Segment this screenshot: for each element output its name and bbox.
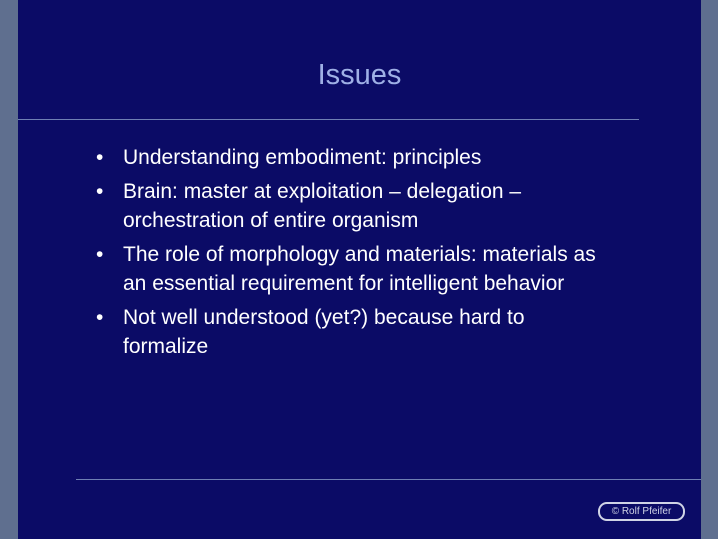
bullet-item (96, 303, 596, 361)
bullet-list (96, 143, 596, 366)
title-divider (18, 119, 639, 120)
slide (18, 0, 701, 539)
bullet-text: Brain: master at exploitation – delegation – orchestration of entire organism (123, 180, 522, 232)
bullet-marker: • (96, 306, 104, 329)
slide-title: Issues (317, 59, 402, 91)
bullet-text: Not well understood (yet?) because hard to formalize (123, 306, 525, 358)
bullet-marker: • (96, 180, 104, 203)
bullet-marker: • (96, 146, 104, 169)
footer-divider (76, 479, 701, 480)
bullet-text: The role of morphology and materials: materials as an essential requirement for intelligent behavior (123, 243, 596, 295)
bullet-item (96, 240, 596, 298)
copyright-badge: © Rolf Pfeifer (598, 502, 685, 521)
bullet-item (96, 177, 596, 235)
bullet-marker: • (96, 243, 104, 266)
bullet-text: Understanding embodiment: principles (123, 146, 482, 169)
bullet-item (96, 143, 596, 172)
